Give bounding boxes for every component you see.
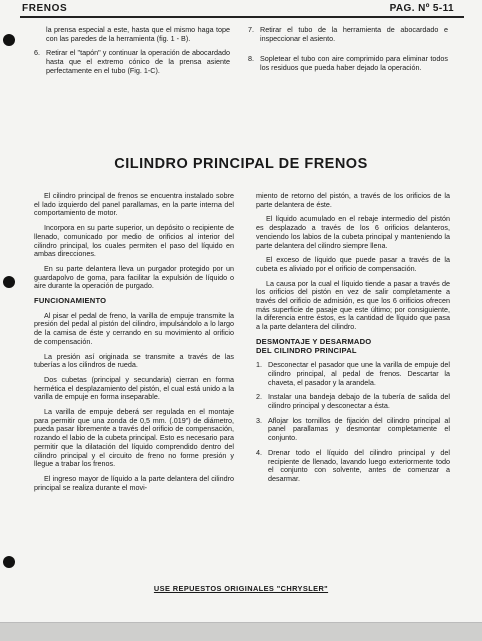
list-item <box>34 49 230 75</box>
paragraph: El exceso de líquido que puede pasar a través de la cubeta es aliviado por el orificio de compensación. <box>256 255 450 273</box>
step-number: 6. <box>34 48 40 58</box>
section-heading: FUNCIONAMIENTO <box>34 296 107 306</box>
page-number: PAG. Nº 5-11 <box>389 3 454 14</box>
list-item <box>248 26 448 43</box>
step-text: Instalar una bandeja debajo de la tubería de salida del cilindro principal y desconectar a ésta. <box>268 392 450 411</box>
paragraph: Incorpora en su parte superior, un depósito o recipiente de llenado, comunicado por medio de orificios al interior del cilindro principal, los cuales permiten el paso del líquido en ambas direcciones. <box>34 223 234 259</box>
paragraph: El líquido acumulado en el rebaje intermedio del pistón es desplazado a través de los 6 orificios delanteros, venciendo los labios de la cubeta principal y manteniendo la parte delantera del cilindro siempre llena. <box>256 214 450 250</box>
step-text: la prensa especial a este, hasta que el mismo haga tope con las paredes de la herramienta (fig. 1 - B). <box>46 25 230 43</box>
list-item <box>34 26 230 43</box>
step-number: 4. <box>256 447 262 457</box>
paragraph: El ingreso mayor de líquido a la parte delantera del cilindro principal se realiza durante el movi- <box>34 473 234 492</box>
list-item <box>256 417 450 443</box>
list-item <box>256 449 450 484</box>
paragraph: Al pisar el pedal de freno, la varilla de empuje transmite la presión del pedal al pistón del cilindro, impulsándolo a lo largo de la camisa de éste y cerrando en su movimiento al orificio de compensación. <box>34 310 234 346</box>
step-text: Drenar todo el líquido del cilindro principal y del recipiente de llenado, lavando luego exteriormente todo el conjunto con solvente, antes de comenzar a desarmar. <box>268 447 450 483</box>
right-column <box>256 192 450 490</box>
paragraph: El cilindro principal de frenos se encuentra instalado sobre el lado izquierdo del panel parallamas, en la parte interna del comportamiento de motor. <box>34 191 234 218</box>
header-rule <box>20 16 464 18</box>
top-right-steps <box>248 26 448 79</box>
section-heading: DESMONTAJE Y DESARMADO <box>256 336 372 346</box>
paragraph: La presión así originada se transmite a través de las tuberías a los cilindros de rueda. <box>34 351 234 370</box>
binder-hole-icon <box>3 556 15 568</box>
section-heading: DEL CILINDRO PRINCIPAL <box>256 345 357 355</box>
section-header: FRENOS <box>22 3 68 14</box>
step-text: Retirar el tubo de la herramienta de abocardado e inspeccionar el asiento. <box>260 25 448 43</box>
step-text: Retirar el "tapón" y continuar la operación de abocardado hasta que el extremo cónico de la prensa asiente perfectamente en el tubo (Fig. 1-C). <box>46 48 230 75</box>
paragraph: En su parte delantera lleva un purgador protegido por un guardapolvo de goma, para facilitar la expulsión de líquido o aire durante la operación de purgado. <box>34 263 234 291</box>
footer-text: USE REPUESTOS ORIGINALES "CHRYSLER" <box>153 584 329 593</box>
step-number: 8. <box>248 54 254 64</box>
left-column <box>34 192 234 498</box>
step-text: Desconectar el pasador que une la varilla de empuje del cilindro principal, al pedal de frenos. Descartar la chaveta, el pasador y la arandela. <box>268 360 450 387</box>
top-left-steps <box>34 26 230 82</box>
paragraph: La causa por la cual el líquido tiende a pasar a través de los orificios del pistón en vez de salir completamente a través del orificio de admisión, es que los 6 orificios ofrecen más superficie de pasaje que este último; por consiguiente, la diferencia entre éstos, es la cantidad de líquido que pasa a la parte delantera del cilindro. <box>256 278 450 332</box>
paragraph: La varilla de empuje deberá ser regulada en el montaje para permitir que una zonda de 0,5 mm. (.019") de diámetro, pueda pasar libremente a través del orificio de compensación, rozando el labio de la cubeta principal. Esto es necesario para permitir que la dilatación del líquido comprendido dentro del cilindro principal y el circuito de freno no forme presión y llegue a trabar los frenos. <box>34 407 234 469</box>
step-text: Aflojar los tornillos de fijación del cilindro principal al panel parallamas y desmontar completamente el conjunto. <box>268 415 450 443</box>
list-item <box>256 361 450 387</box>
paragraph: Dos cubetas (principal y secundaria) cierran en forma hermética el desplazamiento del pistón, el cual está unido a la varilla de empuje en forma inseparable. <box>34 374 234 402</box>
step-number: 2. <box>256 392 262 402</box>
list-item <box>248 55 448 72</box>
step-number <box>34 26 46 43</box>
paragraph: miento de retorno del pistón, a través de los orificios de la parte delantera de éste. <box>256 191 450 209</box>
footer-note <box>0 584 482 593</box>
step-number: 1. <box>256 360 262 370</box>
scan-edge <box>0 622 482 641</box>
binder-hole-icon <box>3 34 15 46</box>
step-number: 3. <box>256 415 262 425</box>
page-title: CILINDRO PRINCIPAL DE FRENOS <box>114 156 368 172</box>
step-text: Sopletear el tubo con aire comprimido para eliminar todos los residuos que pueda haber dejado la operación. <box>260 54 448 73</box>
step-number: 7. <box>248 25 254 34</box>
list-item <box>256 393 450 410</box>
binder-hole-icon <box>3 276 15 288</box>
